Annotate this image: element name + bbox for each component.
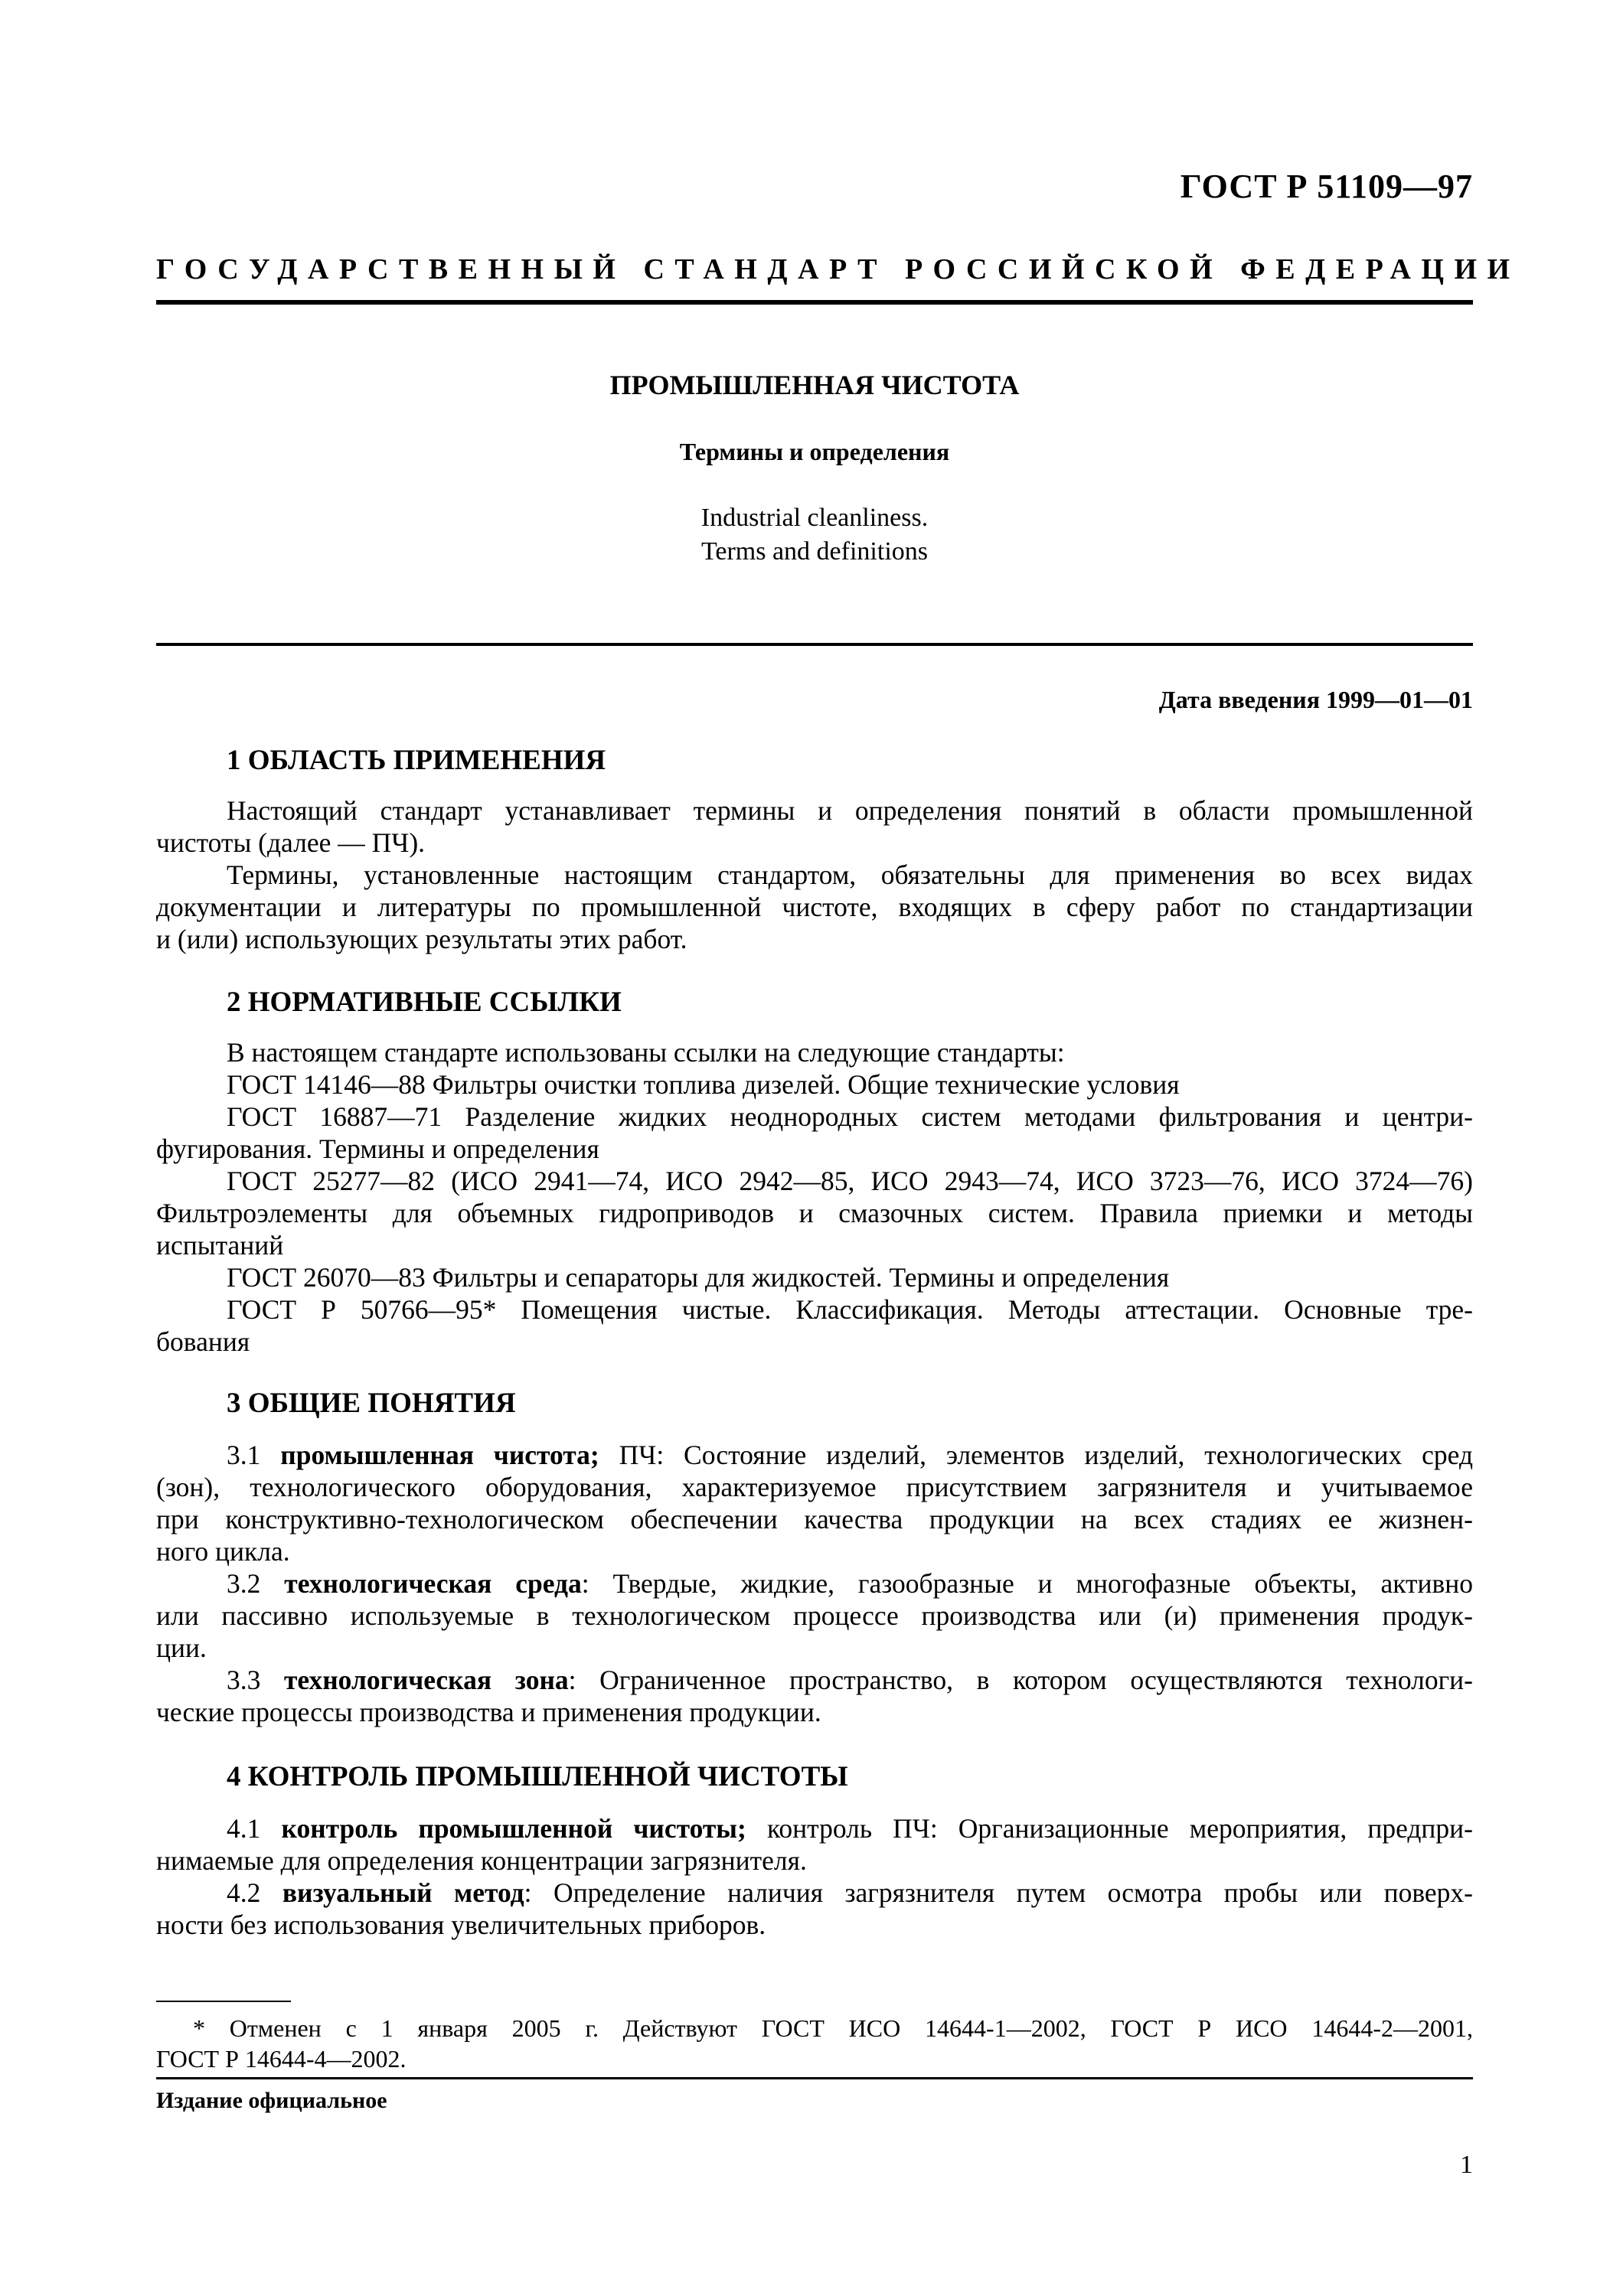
- text-line: фугирования. Термины и определения: [156, 1133, 599, 1164]
- document-subtitle: Термины и определения: [679, 438, 950, 465]
- text-line: бования: [156, 1326, 250, 1357]
- top-rule: [156, 300, 1473, 305]
- term-entry: 3.2 технологическая среда: Твердые, жидкие, газообразные и многофазные объекты, активно: [227, 1568, 1474, 1599]
- text-line: или пассивно используемые в технологическом процессе производства или (и) применения продук-: [156, 1600, 1473, 1631]
- english-title-line1: Industrial cleanliness.: [700, 504, 929, 532]
- section-4-heading: 4 КОНТРОЛЬ ПРОМЫШЛЕННОЙ ЧИСТОТЫ: [227, 1761, 848, 1792]
- term-entry: 4.1 контроль промышленной чистоты; контроль ПЧ: Организационные мероприятия, предпри-: [227, 1813, 1474, 1844]
- text-line: Фильтроэлементы для объемных гидроприводов и смазочных систем. Правила приемки и методы: [156, 1198, 1473, 1228]
- section-1-heading: 1 ОБЛАСТЬ ПРИМЕНЕНИЯ: [227, 745, 606, 776]
- text-line: и (или) использующих результаты этих работ.: [156, 924, 687, 954]
- text-line: ции.: [156, 1632, 207, 1663]
- reference-item: ГОСТ Р 50766—95* Помещения чистые. Классификация. Методы аттестации. Основные тре-: [227, 1294, 1473, 1325]
- text-line: испытаний: [156, 1230, 284, 1261]
- term-name: визуальный метод: [282, 1877, 524, 1908]
- section-2-heading: 2 НОРМАТИВНЫЕ ССЫЛКИ: [227, 987, 622, 1018]
- reference-item: ГОСТ 14146—88 Фильтры очистки топлива дизелей. Общие технические условия: [227, 1069, 1180, 1100]
- term-entry: 4.2 визуальный метод: Определение наличия загрязнителя путем осмотра пробы или поверх-: [227, 1877, 1474, 1908]
- section-2-body: [156, 1036, 1473, 1358]
- footnote-rule: [156, 2001, 291, 2002]
- english-title-line2: Terms and definitions: [700, 537, 928, 566]
- title-rule: [156, 643, 1473, 646]
- term-name: технологическая зона: [283, 1665, 569, 1695]
- edition-label: Издание официальное: [156, 2088, 387, 2113]
- term-name: промышленная чистота;: [280, 1440, 599, 1470]
- section-1-body: [156, 794, 1473, 955]
- introduction-date: Дата введения 1999—01—01: [1158, 686, 1473, 713]
- text-line: документации и литературы по промышленной чистоте, входящих в сферу работ по стандартизации: [156, 892, 1473, 922]
- footnote-line: ГОСТ Р 14644-4—2002.: [156, 2045, 407, 2073]
- reference-item: ГОСТ 16887—71 Разделение жидких неоднородных систем методами фильтрования и центри-: [227, 1101, 1473, 1132]
- term-name: технологическая среда: [284, 1568, 582, 1599]
- term-entry: 3.3 технологическая зона: Ограниченное пространство, в котором осуществляются технологи-: [227, 1665, 1473, 1695]
- page-number: 1: [1460, 2151, 1473, 2179]
- footer-rule: [156, 2077, 1473, 2079]
- document-title: ПРОМЫШЛЕННАЯ ЧИСТОТА: [609, 370, 1020, 400]
- text-line: ности без использования увеличительных приборов.: [156, 1910, 766, 1940]
- footnote-line: * Отменен с 1 января 2005 г. Действуют ГОСТ ИСО 14644-1—2002, ГОСТ Р ИСО 14644-2—2001,: [193, 2014, 1473, 2042]
- section-4-body: [156, 1812, 1473, 1941]
- text-line: Термины, установленные настоящим стандартом, обязательны для применения во всех видах: [227, 859, 1473, 890]
- term-name: контроль промышленной чистоты;: [281, 1813, 746, 1844]
- section-3-heading: 3 ОБЩИЕ ПОНЯТИЯ: [227, 1388, 516, 1419]
- text-line: нимаемые для определения концентрации загрязнителя.: [156, 1845, 807, 1876]
- gost-number: ГОСТ Р 51109—97: [1180, 168, 1473, 205]
- text-line: ческие процессы производства и применения продукции.: [156, 1697, 821, 1727]
- text-line: В настоящем стандарте использованы ссылки на следующие стандарты:: [227, 1037, 1065, 1068]
- text-line: при конструктивно-технологическом обеспечении качества продукции на всех стадиях ее жизнен-: [156, 1504, 1473, 1534]
- text-line: чистоты (далее — ПЧ).: [156, 827, 426, 858]
- state-standard-heading: ГОСУДАРСТВЕННЫЙ СТАНДАРТ РОССИЙСКОЙ ФЕДЕРАЦИИ: [156, 253, 1520, 285]
- term-entry: 3.1 промышленная чистота; ПЧ: Состояние изделий, элементов изделий, технологических сред: [227, 1440, 1474, 1470]
- section-3-body: [156, 1439, 1473, 1728]
- footnote: [156, 2013, 1473, 2074]
- text-line: (зон), технологического оборудования, характеризуемое присутствием загрязнителя и учитываемое: [156, 1472, 1473, 1502]
- text-line: Настоящий стандарт устанавливает термины и определения понятий в области промышленной: [227, 795, 1473, 826]
- reference-item: ГОСТ 26070—83 Фильтры и сепараторы для жидкостей. Термины и определения: [227, 1262, 1170, 1293]
- reference-item: ГОСТ 25277—82 (ИСО 2941—74, ИСО 2942—85, ИСО 2943—74, ИСО 3723—76, ИСО 3724—76): [227, 1166, 1473, 1196]
- text-line: ного цикла.: [156, 1536, 290, 1567]
